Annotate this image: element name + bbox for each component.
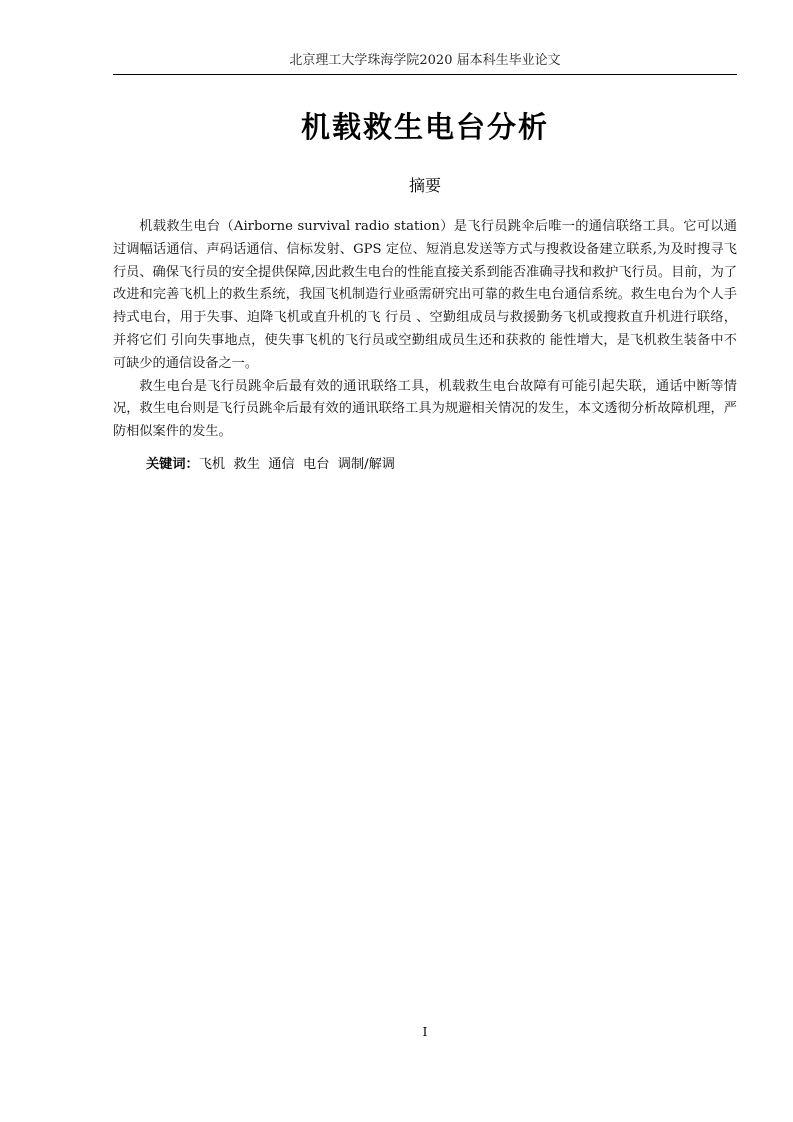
abstract-paragraph-2: 救生电台是飞行员跳伞后最有效的通讯联络工具，机载救生电台故障有可能引起失联，通话中断等情况，救生电台则是飞行员跳伞后最有效的通讯联络工具为规避相关情况的发生，本文透彻分析故障机理，严防相似案件的发生。 xyxy=(113,378,737,440)
abstract-heading: 摘要 xyxy=(408,176,441,195)
running-header: 北京理工大学珠海学院2020 届本科生毕业论文 xyxy=(289,53,561,68)
page-number: I xyxy=(422,1025,428,1039)
keywords-label: 关键词： xyxy=(146,457,199,472)
keywords-line xyxy=(113,454,737,476)
abstract-paragraph-1: 机载救生电台（Airborne survival radio station）是飞行员跳伞后唯一的通信联络工具。它可以通过调幅话通信、声码话通信、信标发射、GPS 定位、短消息发送等方式与搜救设备建立联系,为及时搜寻飞行员、确保飞行员的安全提供保障,因此救生电台的性能直接关系到能否准确寻找和救护飞行员。目前，为了改进和完善飞机上的救生系统，我国飞机制造行业亟需研究出可靠的救生电台通信系统。救生电台为个人手持式电台，用于失事、迫降飞机或直升机的飞 行员 、空勤组成员与救援勤务飞机或搜救直升机进行联络，并将它们 引向失事地点，使失事飞机的飞行员或空勤组成员生还和获救的 能性增大，是飞机救生装备中不可缺少的通信设备之一。 xyxy=(113,219,738,371)
abstract-body xyxy=(113,216,737,444)
document-title: 机载救生电台分析 xyxy=(300,110,549,144)
header-rule xyxy=(113,74,737,75)
keywords-values: 飞机 救生 通信 电台 调制/解调 xyxy=(198,457,395,472)
